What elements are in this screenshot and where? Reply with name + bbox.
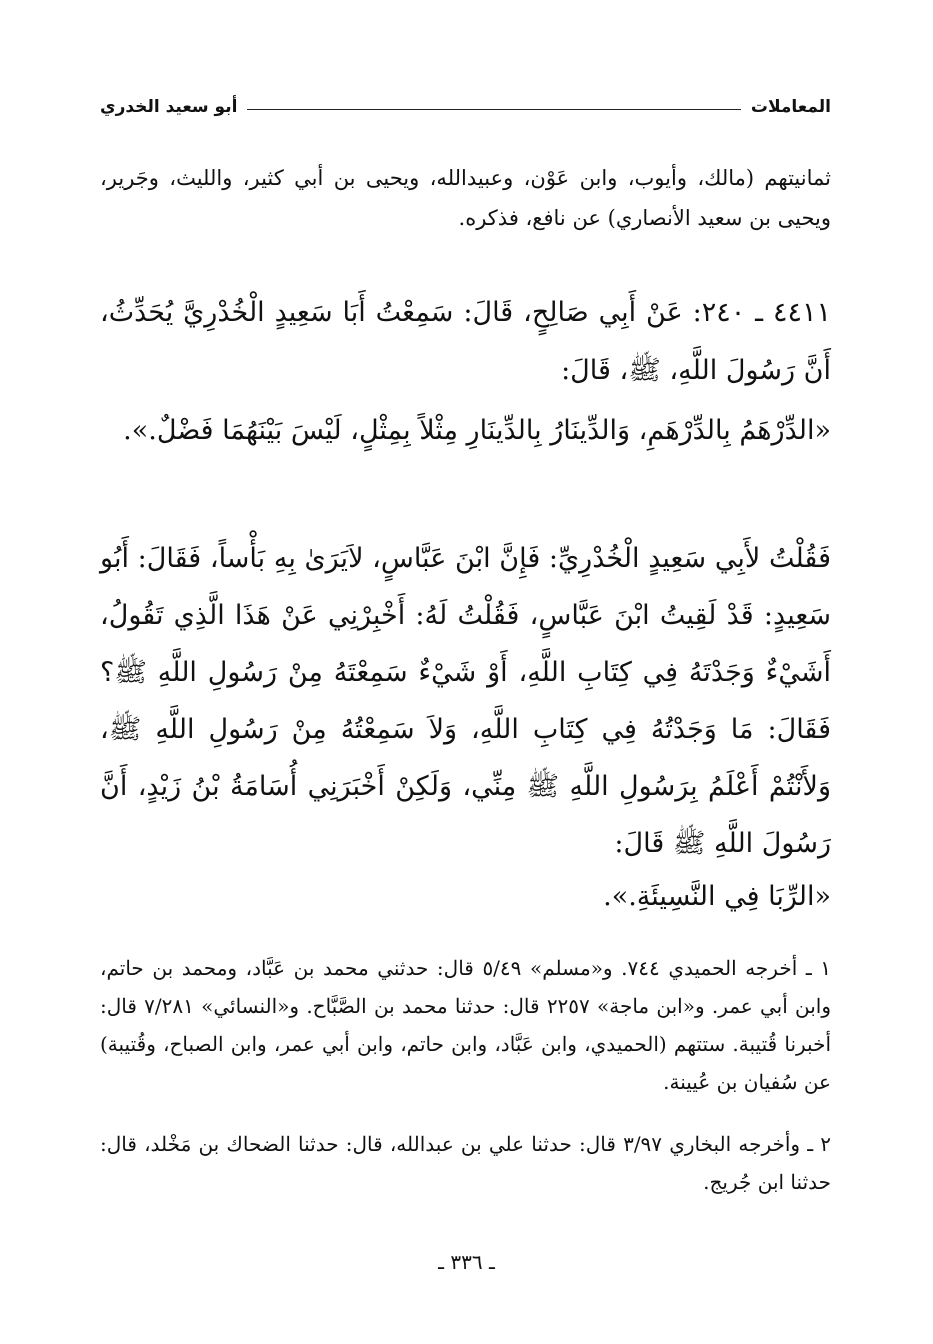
hadith-closing: «الرِّبَا فِي النَّسِيئَةِ.». bbox=[603, 881, 831, 912]
footnote-2: ٢ ـ وأخرجه البخاري ٣/٩٧ قال: حدثنا علي بن عبدالله، قال: حدثنا الضحاك بن مَخْلد، قال: حدثنا ابن جُريج. bbox=[100, 1132, 832, 1194]
header-chapter-title: المعاملات bbox=[750, 97, 831, 117]
header-rule bbox=[247, 109, 740, 110]
running-header bbox=[100, 92, 831, 122]
header-section-title: أبو سعيد الخدري bbox=[100, 97, 238, 117]
page-number: ـ ٣٣٦ ـ bbox=[438, 1250, 495, 1274]
hadith-isnad: ٤٤١١ ـ ٢٤٠: عَنْ أَبِي صَالِحٍ، قَالَ: سَمِعْتُ أَبَا سَعِيدٍ الْخُدْرِيَّ يُحَدِّثُ، أَنَّ رَسُولَ اللَّهِ، ﷺ، قَالَ: bbox=[100, 297, 832, 386]
intro-paragraph: ثمانيتهم (مالك، وأيوب، وابن عَوْن، وعبيدالله، ويحيى بن أبي كثير، والليث، وجَرير، ويحيى بن سعيد الأنصاري) عن نافع، فذكره. bbox=[100, 166, 831, 230]
hadith-dialogue: فَقُلْتُ لأَبِي سَعِيدٍ الْخُدْرِيِّ: فَإِنَّ ابْنَ عَبَّاسٍ، لاَيَرَىٰ بِهِ بَأْساً، فَقَالَ: أَبُو سَعِيدٍ: قَدْ لَقِيتُ ابْنَ عَبَّاسٍ، فَقُلْتُ لَهُ: أَخْبِرْنِي عَنْ هَذَا الَّذِي تَقُولُ، أَشَيْءٌ وَجَدْتَهُ فِي كِتَابِ اللَّهِ، أَوْ شَيْءٌ سَمِعْتَهُ مِنْ رَسُولِ اللَّهِ ﷺ؟ فَقَالَ: مَا وَجَدْتُهُ فِي كِتَابِ اللَّهِ، وَلاَ سَمِعْتُهُ مِنْ رَسُولِ اللَّهِ ﷺ، وَلأَنْتُمْ أَعْلَمُ بِرَسُولِ اللَّهِ ﷺ مِنِّي، وَلَكِنْ أَخْبَرَنِي أُسَامَةُ بْنُ زَيْدٍ، أَنَّ رَسُولَ اللَّهِ ﷺ قَالَ: bbox=[100, 543, 831, 859]
hadith-matn: «الدِّرْهَمُ بِالدِّرْهَمِ، وَالدِّينَارُ بِالدِّينَارِ مِثْلاً بِمِثْلٍ، لَيْسَ بَيْنَهُمَا فَضْلٌ.». bbox=[123, 415, 831, 446]
footnote-1: ١ ـ أخرجه الحميدي ٧٤٤. و«مسلم» ٥/٤٩ قال: حدثني محمد بن عَبَّاد، ومحمد بن حاتم، وابن أبي عمر. و«ابن ماجة» ٢٢٥٧ قال: حدثنا محمد بن الصَّبَّاح. و«النسائي» ٧/٢٨١ قال: أخبرنا قُتيبة. ستتهم (الحميدي، وابن عَبَّاد، وابن حاتم، وابن أبي عمر، وابن الصباح، وقُتيبة) عن سُفيان بن عُيينة. bbox=[100, 956, 831, 1094]
